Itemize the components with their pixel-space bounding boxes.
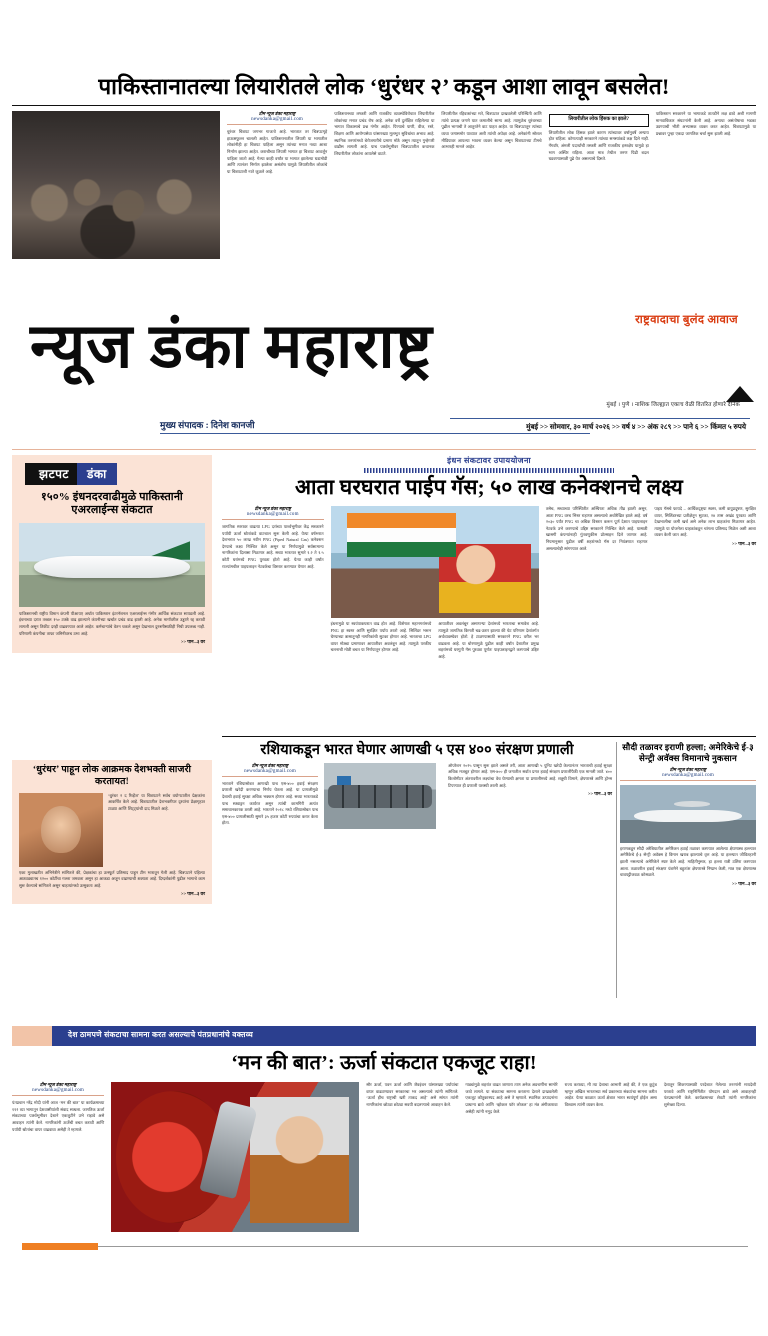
masthead-editor-rule [160, 433, 590, 434]
top-story-text-3: लियारीतील रहिवाशांच्या मते, चित्रपटात दाखवलेली परिस्थिती आणि त्यांचे प्रत्यक्ष जगणे यात कमालीचे साम्य आहे. त्यामुळेच धुरंधरच्या पुढील भागाची ते आतुरतेने वाट पाहत आहेत. या चित्रपटातून त्यांच्या व्यथा जगासमोर याव्यात अशी त्यांची अपेक्षा आहे. अनेकांनी सोशल मीडियावर आपल्या भावना व्यक्त केल्या असून चित्रपटाच्या टीमचे आभारही मानले आहेत. [441, 111, 542, 150]
bottom-column-3 [465, 1082, 557, 1232]
top-story-text-1: धुरंधर चित्रपट जगभर गाजतो आहे. भारतात तर चित्रपटगृहे हाऊसफुल्ल चालली आहेत. पाकिस्तानातील लियारी या भागातील लोकांनीही हा चित्रपट पाहिला असून त्यांच्या मनात नव्या आशा निर्माण झाल्या आहेत. कराचीच्या लियारी भागात हा चित्रपट आवर्जून पाहिला जातो आहे. गेल्या काही वर्षांत या भागात झालेल्या घडामोडी आणि त्यानंतर निर्माण झालेला असंतोष यामुळे लियारीतील लोकांचे या चित्रपटाशी नाते जुळले आहे. [227, 129, 328, 174]
top-story-column-1 [227, 111, 327, 259]
top-story-column-4 [549, 111, 649, 259]
saudi-photo [620, 785, 756, 843]
lead-headline: आता घरघरात पाईप गॅस; ५० लाख कनेक्शनचे लक्ष्य [294, 475, 683, 499]
lead-column-1 [222, 506, 324, 661]
bottom-story [12, 1082, 756, 1232]
sidebar-fuel-jump[interactable]: >> पान...३ वर [180, 639, 205, 645]
sidebar-story-fuel [12, 455, 212, 653]
lower-row-divider [222, 736, 756, 737]
byline [227, 111, 327, 125]
lead-kicker: इंधन संकटावर उपाययोजना [447, 456, 531, 465]
bottom-text-5: देशातून शिकण्यासाठी परदेशात गेलेल्या तरुणांनी मायदेशी परतावे आणि राष्ट्रनिर्मितीत योगदान द्यावे असे आवाहनही पंतप्रधानांनी केले. कार्यक्रमाच्या शेवटी त्यांनी नागरिकांना शुभेच्छा दिल्या. [663, 1082, 757, 1107]
top-story-text-4: लियारीतील लोक हिंसक झाले कारण त्यांच्यावर वर्षानुवर्षे अन्याय होत राहिला. कोणत्याही सरकारने त्यांच्या समस्यांकडे लक्ष दिले नाही. गँगवॉर, अंमली पदार्थांची तस्करी आणि राजकीय हस्तक्षेप यामुळे हा भाग अस्थिर राहिला. आता मात्र तेथील तरुण पिढी बदल घडवण्यासाठी पुढे येत असल्याचे दिसते. [548, 129, 649, 162]
sidebar-dhurandhar-text-2: एका मुलाखतीत अभिनेत्रीने सांगितले की, प्रेक्षकांचा हा उत्स्फूर्त प्रतिसाद पाहून टीम भारावून गेली आहे. चित्रपटाने पहिल्या आठवड्यातच १२०० कोटींचा गल्ला जमवला असून हा आकडा अजून वाढण्याची शक्यता आहे. दिग्दर्शकांनी पुढील भागाचे काम सुरू केल्याचे सांगितले असून चाहत्यांमध्ये उत्सुकता आहे. [19, 869, 205, 888]
s400-byline [222, 763, 318, 777]
sidebar-dhurandhar-jump[interactable]: >> पान...३ वर [180, 891, 205, 897]
masthead-editor: मुख्य संपादक : दिनेश कानजी [160, 420, 255, 430]
saudi-byline-name: टीम न्यूज डंका महाराष्ट्र [669, 766, 707, 772]
column-divider-right [616, 742, 617, 998]
bottom-text-4: राज्य कराव्या, मी त्या देशाचा आभारी आहे की, ते एक कुटुंब म्हणून अखिल भारताच्या सर्व प्रकारच्या संकटांचा सामना करीत आहेत. येत्या काळात ऊर्जा क्षेत्रात भारत स्वयंपूर्ण होईल असा विश्वास त्यांनी व्यक्त केला. [564, 1082, 657, 1107]
lead-story [222, 455, 756, 661]
masthead-dateline: मुंबई >> सोमवार, ३० मार्च २०२६ >> वर्ष ४ >> अंक २८९ >> पाने ६ >> किंमत ५ रुपये [526, 423, 746, 431]
zatpat-danka-badge [25, 463, 205, 485]
bottom-byline-name: टीम न्यूज डंका महाराष्ट्र [39, 1082, 77, 1087]
lead-column-4 [654, 506, 756, 661]
badge-zatpat: झटपट [25, 463, 77, 485]
lead-byline-name: टीम न्यूज डंका महाराष्ट्र [254, 505, 291, 511]
top-story-text-2: पाकिस्तानच्या लष्करी आणि राजकीय व्यवस्थेविरोधात लियारीतील लोकांच्या मनात प्रचंड रोष आहे. अनेक वर्षे दुर्लक्षित राहिलेल्या या भागात विकासाचे प्रश्न गंभीर आहेत. पिण्याचे पाणी, वीज, रस्ते, शिक्षण आणि आरोग्यसेवा यांसारख्या मूलभूत सुविधांचा अभाव आहे. स्थानिक तरुणांमध्ये बेरोजगारीचे प्रमाण मोठे असून त्यातून गुन्हेगारी वाढीस लागली आहे. याच पार्श्वभूमीवर चित्रपटातील कथानक लियारीतील लोकांना आपलेसे वाटते. [334, 111, 435, 156]
bottom-column-1 [12, 1082, 104, 1232]
masthead [0, 300, 768, 450]
top-story-column-2 [334, 111, 434, 259]
byline-name: टीम न्यूज डंका महाराष्ट्र [258, 111, 296, 117]
bottom-column-5 [664, 1082, 756, 1232]
s400-jump[interactable]: >> पान...३ वर [587, 791, 612, 797]
lead-photo [331, 506, 539, 618]
sidebar-dhurandhar-headline: ‘धुरंधर’ पाहून लोक आक्रमक देशभक्ती साजरी करतायत! [32, 765, 192, 787]
masthead-date-rule [450, 418, 750, 419]
story-s400 [222, 742, 612, 829]
bottom-text-3: गाड्यांमुळे शहरांत वाढत जाणारा ताण अनेक अडचणींना सामोरे जावे लागले. या संकटाचा सामना करताना देशाने दाखवलेली एकजूट कौतुकास्पद आहे असे ते म्हणाले. स्थानिक उत्पादनांना प्राधान्य द्यावे आणि ‘व्होकल फॉर लोकल’ हा मंत्र अंगीकारावा असेही त्यांनी नमूद केले. [465, 1082, 558, 1114]
top-story [12, 74, 756, 259]
lead-jump[interactable]: >> पान...३ वर [731, 541, 756, 547]
sidebar-fuel-photo [19, 523, 205, 607]
lead-column-3 [546, 506, 648, 661]
top-story-headline: पाकिस्तानातल्या लियारीतले लोक ‘धुरंधर २’ कडून आशा लावून बसलेत! [98, 74, 670, 99]
banner-text: देश ठामपणे संकटाचा सामना करत असल्याचे पंतप्रधानांचे वक्तव्य [68, 1030, 254, 1039]
sidebar-dhurandhar-photo [19, 793, 103, 867]
lead-byline [222, 506, 324, 520]
bottom-text-2: सौर ऊर्जा, पवन ऊर्जा आणि जैवइंधन यांसारख्या पर्यायांचा वापर वाढवण्यावर सरकारचा भर असल्याचे त्यांनी सांगितले. ‘ऊर्जा हीच राष्ट्राची खरी ताकद आहे’ असे सांगत त्यांनी नागरिकांना छोट्या छोट्या सवयी बदलण्याचे आवाहन केले. [366, 1082, 459, 1107]
top-story-subhead-box [549, 114, 649, 127]
footer-rule [98, 1246, 748, 1247]
saudi-byline-email: newsdanka@gmail.com [662, 772, 714, 778]
banner-accent-tab [12, 1026, 52, 1046]
story-saudi-attack [620, 742, 756, 887]
lead-text-1: जागतिक स्तरावर वाढत्या LPG दरांच्या पार्श्वभूमीवर केंद्र सरकारने पर्यायी ऊर्जा स्रोतांकडे वाटचाल सुरू केली आहे. येत्या वर्षभरात देशभरात ५० लाख नवीन PNG (Piped Natural Gas) कनेक्शन देण्याचे लक्ष्य निश्चित केले असून या निर्णयामुळे सर्वसामान्य नागरिकांना दिलासा मिळणार आहे. सध्या भारतात सुमारे १.२ ते १.५ कोटी घरांमध्ये PNG पुरवठा होतो आहे. येत्या काही वर्षांत राज्यांमधील पाइपलाइन नेटवर्कचा विस्तार करण्यात येणार आहे. [222, 523, 324, 569]
byline-email: newsdanka@gmail.com [251, 117, 304, 123]
masthead-subtitle: मुंबई । पुणे । नाशिक जिल्ह्यात एकाच वेळी वितरित होणारे दैनिक [606, 402, 740, 408]
bottom-byline-email: newsdanka@gmail.com [32, 1088, 85, 1093]
sidebar-fuel-text: पाकिस्तानची राष्ट्रीय विमान कंपनी पीआयए अर्थात पाकिस्तान इंटरनॅशनल एअरलाईन्स गंभीर आर्थिक संकटात सापडली आहे. इंधनाच्या दरात तब्बल १५० टक्के वाढ झाल्याने कंपनीच्या खर्चात प्रचंड वाढ झाली आहे. अनेक मार्गांवरील उड्डाणे रद्द करावी लागली असून तिकीट दरही वाढवण्यात आले आहेत. कर्मचाऱ्यांचे वेतन थकले असून देखभाल दुरुस्तीसाठीही निधी उपलब्ध नाही. परिणामी कंपनीचा ताफा जमिनीवरच उभा आहे. [19, 610, 205, 636]
masthead-title: न्यूज डंका महाराष्ट्र [30, 313, 433, 381]
footer-accent-bar [22, 1243, 98, 1250]
saudi-jump[interactable]: >> पान...३ वर [731, 880, 756, 886]
sidebar-fuel-headline: १५०% इंधनदरवाढीमुळे पाकिस्तानी एअरलाईन्स संकटात [41, 491, 183, 517]
sidebar-dhurandhar-text-1: ‘धुरंधर २ द रिव्हेंज’ या चित्रपटाने सर्वच वयोगटातील प्रेक्षकांना आकर्षित केले आहे. चित्रपटातील देशभक्तीपर दृश्यांना प्रेक्षागृहात टाळ्या आणि शिट्ट्यांची दाद मिळते आहे. [108, 792, 205, 811]
s400-photo [324, 763, 436, 829]
masthead-bottom-rule [12, 449, 756, 450]
saudi-headline: सौदी तळावर इराणी हल्ला; अमेरिकेचे ई-३ सेन्ट्री अवॅक्स विमानाचे नुकसान [622, 742, 754, 763]
sidebar-story-dhurandhar [12, 760, 212, 904]
bottom-photo [111, 1082, 359, 1232]
top-story-column-3 [441, 111, 541, 259]
s400-text-2: ऑपरेशन २०२५ पासून सुरू झाले असले तरी, आता आणखी ५ युनिट खरेदी केल्यानंतर भारताची हवाई सुरक्षा अधिक मजबूत होणार आहे. एस-४०० ही जगातील सर्वात प्रगत हवाई संरक्षण प्रणालींपैकी एक मानली जाते. ४०० किलोमीटर अंतरावरील लक्ष्यांचा वेध घेण्याची क्षमता या प्रणालीमध्ये आहे. शत्रूची विमाने, क्षेपणास्त्रे आणि ड्रोन्स टिपण्यात ही प्रणाली यशस्वी ठरली आहे. [448, 762, 612, 788]
lead-text-2b: आयातीवर अवलंबून असणाऱ्या देशांमध्ये भारताचा समावेश आहे. त्यामुळे जागतिक किमती चढ-उतार झाल्या की थेट परिणाम देशांतर्गत अर्थव्यवस्थेवर होतो. हे टाळण्यासाठी सरकारने PNG वरील भर वाढवला आहे. या धोरणामुळे पुढील काही वर्षांत देशातील प्रमुख शहरांमध्ये घरगुती गॅस पुरवठा पूर्णतः पाइपलाइनद्वारे करण्याचे उद्दिष्ट आहे. [438, 620, 539, 660]
s400-headline: रशियाकडून भारत घेणार आणखी ५ एस ४०० संरक्षण प्रणाली [260, 742, 574, 758]
bottom-column-2 [366, 1082, 458, 1232]
badge-danka: डंका [77, 463, 117, 485]
bottom-headline: ‘मन की बात’: ऊर्जा संकटात एकजूट राहा! [231, 1052, 537, 1074]
bottom-banner [12, 1026, 756, 1046]
top-story-photo [12, 111, 220, 259]
s400-byline-name: टीम न्यूज डंका महाराष्ट्र [251, 762, 289, 768]
s400-byline-email: newsdanka@gmail.com [244, 768, 296, 774]
lead-kicker-ornament [364, 468, 614, 473]
top-story-column-5 [656, 111, 756, 259]
lead-byline-email: newsdanka@gmail.com [246, 511, 299, 517]
top-story-divider [12, 105, 756, 106]
lead-text-3: तसेच, सध्याच्या परिस्थितीत अस्थिरता अधिक तीव्र झाली असून, आता PNG वरच भिस्त राहणार असल्याचे अधोरेखित झाले आहे. वर्ष २०३० पर्यंत PNG चा अधिक विस्तार करून पूर्ण देशात पाइपलाइन नेटवर्क उभे करण्याचे उद्दिष्ट सरकारने निश्चित केले आहे. यासाठी खासगी कंपन्यांनाही गुंतवणुकीस प्रोत्साहन दिले जाणार आहे. नियमानुसार पुढील वर्षी शहरांमध्ये गॅस दर नियंत्रणात राहणार असल्याचेही सांगण्यात आले. [545, 505, 648, 551]
top-story-subhead: लियारीतील लोक हिंसक का झाले? [568, 117, 629, 123]
bottom-text-1: पंतप्रधान नरेंद्र मोदी यांनी आज ‘मन की बात’ या कार्यक्रमाच्या ११२ व्या भागातून देशवासीयांशी संवाद साधला. जागतिक ऊर्जा संकटाच्या पार्श्वभूमीवर देशाने एकजुटीने उभे राहावे असे आवाहन त्यांनी केले. नागरिकांनी ऊर्जेची बचत करावी आणि पर्यायी स्रोतांचा वापर वाढवावा असेही ते म्हणाले. [12, 1100, 105, 1132]
saudi-text: इराणकडून सौदी अरेबियातील अमेरिकन हवाई तळावर करण्यात आलेल्या क्षेपणास्त्र हल्ल्यात अमेरिकेचे ई-३ सेन्ट्री अवॅक्स हे विमान खराब झाल्याचे वृत्त आहे. या हल्ल्यात जीवितहानी झाली नसल्याचे अमेरिकेने स्पष्ट केले आहे. माहितीनुसार, हा हल्ला रात्री उशिरा करण्यात आला. तळावरील हवाई संरक्षण यंत्रणेने बहुतांश क्षेपणास्त्रे निष्प्रभ केली, मात्र एक क्षेपणास्त्र धावपट्टीजवळ कोसळले. [620, 845, 756, 878]
lead-column-2 [331, 506, 539, 661]
bottom-column-4 [565, 1082, 657, 1232]
top-story-text-5: पाकिस्तान सरकारने या भागाकडे तातडीने लक्ष द्यावे अशी मागणी मानवाधिकार संघटनांनी केली आहे. अन्यथा असंतोषाचा भडका उडण्याची भीती अभ्यासक व्यक्त करत आहेत. चित्रपटामुळे या प्रश्नावर पुन्हा एकदा जागतिक चर्चा सुरू झाली आहे. [655, 111, 757, 137]
saudi-byline [620, 767, 756, 781]
bottom-byline [12, 1082, 104, 1096]
lead-text-2a: इंधनामुळे या स्वयंपाकघरात वाढ होत आहे. विशेषतः महानगरांमध्ये PNG हा स्वस्त आणि सुरक्षित पर्याय ठरतो आहे. सिलिंडर भरून घेण्याच्या त्रासातूनही नागरिकांची सुटका होणार आहे. भारताचा LPG वापर मोठ्या प्रमाणावर आयातीवर अवलंबून आहे. त्यामुळे परकीय चलनाची मोठी बचत या निर्णयातून होणार आहे. [330, 620, 432, 653]
s400-text-1: भारताने रशियासोबत आणखी पाच एस-४०० हवाई संरक्षण प्रणाली खरेदी करण्याचा निर्णय घेतला आहे. या प्रणालीमुळे देशाची हवाई सुरक्षा अधिक भक्कम होणार आहे. सध्या भारताकडे पाच स्क्वाड्रन कार्यरत असून त्यांची कामगिरी अत्यंत समाधानकारक ठरली आहे. भारताने २०१८ मध्ये रशियासोबत पाच एस-४०० प्रणालीसाठी सुमारे ३५ हजार कोटी रुपयांचा करार केला होता. [222, 780, 318, 826]
masthead-tagline: राष्ट्रवादाचा बुलंद आवाज [635, 314, 738, 326]
lead-text-4: पाइप गॅसचे फायदे – आर्थिकदृष्ट्या स्वस्त, कमी वायुप्रदूषण, सुरक्षित वापर, सिलिंडरच्या प्रतीक्षेतून सुटका, २४ तास अखंड पुरवठा आणि देखभालीचा कमी खर्च असे अनेक लाभ ग्राहकांना मिळणार आहेत. त्यामुळे या योजनेला ग्राहकांकडून चांगला प्रतिसाद मिळेल अशी आशा व्यक्त केली जात आहे. [654, 505, 756, 538]
